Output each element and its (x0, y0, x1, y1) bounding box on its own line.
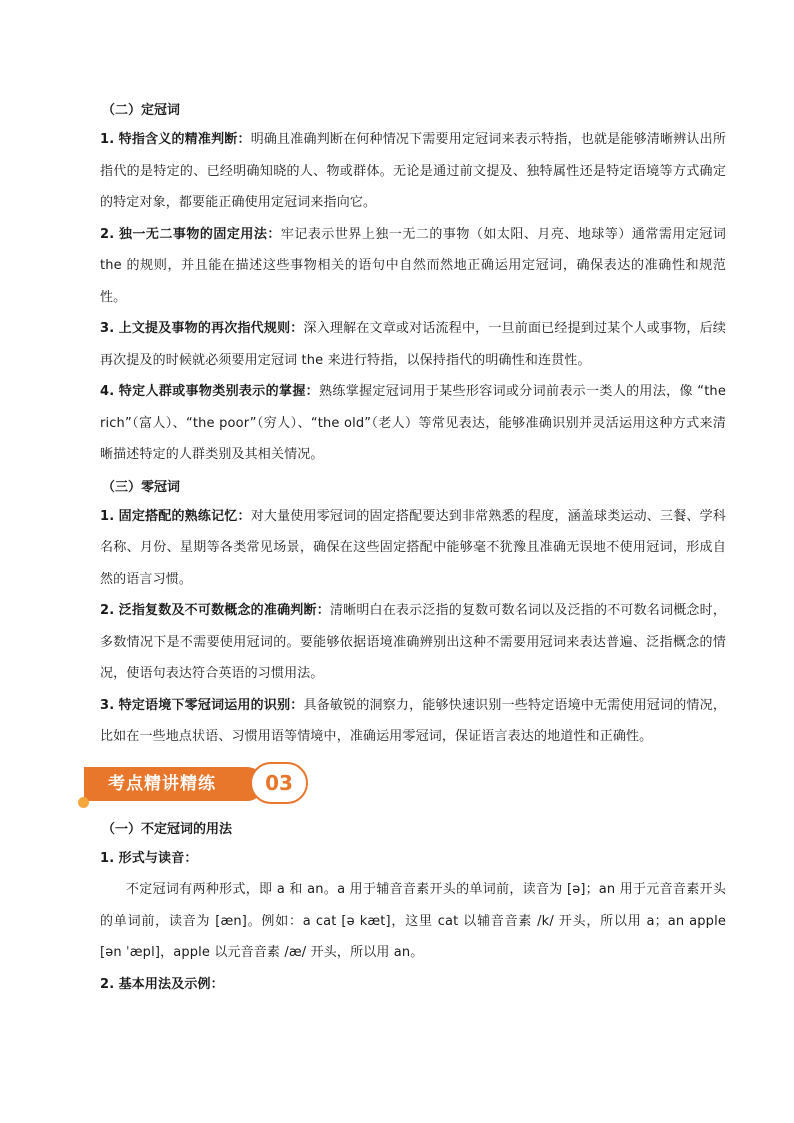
item-text: 熟练掌握定冠词用于某些形容词或分词前表示一类人的用法，像 “the rich”（富人）、“the poor”（穷人）、“the old”（老人）等常见表达，能够准确识别并灵活运用这种方式来清晰描述特定的人群类别及其相关情况。 (100, 384, 726, 462)
item-text: 深入理解在文章或对话流程中，一旦前面已经提到过某个人或事物，后续再次提及的时候就必须要用定冠词 the 来进行特指，以保持指代的明确性和连贯性。 (100, 321, 726, 368)
section-zero-article-title: （三）零冠词 (102, 479, 181, 495)
definite-item-4 (100, 376, 726, 471)
item-number: 3. (100, 697, 115, 713)
item-number: 3. (100, 321, 115, 336)
section-banner (100, 761, 726, 811)
item-lead: 泛指复数及不可数概念的准确判断： (118, 603, 330, 618)
item-number: 4. (100, 384, 115, 399)
definite-item-3 (100, 313, 726, 376)
item-lead: 特指含义的精准判断： (118, 132, 251, 147)
item-lead: 基本用法及示例： (118, 976, 224, 992)
item-text: 具备敏锐的洞察力，能够快速识别一些特定语境中无需使用冠词的情况，比如在一些地点状语、习惯用语等情境中，准确运用零冠词，保证语言表达的地道性和正确性。 (100, 697, 726, 744)
item-lead: 形式与读音： (118, 850, 198, 866)
definite-item-1 (100, 124, 726, 219)
item-number: 2. (100, 603, 115, 618)
item-text: 明确且准确判断在何种情况下需要用定冠词来表示特指，也就是能够清晰辨认出所指代的是特定的、已经明确知晓的人、物或群体。无论是通过前文提及、独特属性还是特定语境等方式确定的特定对象，都要能正确使用定冠词来指向它。 (100, 132, 726, 210)
indefinite-sub-1 (100, 843, 726, 875)
item-number: 1. (100, 508, 115, 524)
indefinite-sub-2 (100, 969, 726, 1001)
item-lead: 独一无二事物的固定用法： (118, 226, 281, 242)
item-lead: 特定语境下零冠词运用的识别： (118, 697, 304, 713)
item-number: 1. (100, 850, 115, 866)
banner-dot-decoration (78, 797, 89, 808)
item-lead: 固定搭配的熟练记忆： (118, 508, 251, 524)
item-number: 2. (100, 976, 115, 992)
zero-item-3 (100, 690, 726, 753)
item-lead: 上文提及事物的再次指代规则： (118, 321, 304, 336)
item-lead: 特定人群或事物类别表示的掌握： (118, 384, 320, 399)
indefinite-body: 不定冠词有两种形式，即 a 和 an。a 用于辅音音素开头的单词前，读音为 [ə]；an 用于元音音素开头的单词前，读音为 [æn]。例如：a cat [ə kæt]，这里 cat 以辅音音素 /k/ 开头，所以用 a；an apple [ən ˈæpl]，apple 以元音音素 /æ/ 开头，所以用 an。 (100, 882, 726, 960)
banner-label: 考点精讲精练 (108, 773, 216, 794)
zero-item-2 (100, 595, 726, 690)
item-text: 清晰明白在表示泛指的复数可数名词以及泛指的不可数名词概念时，多数情况下是不需要使用冠词的。要能够依据语境准确辨别出这种不需要用冠词来表达普遍、泛指概念的情况，使语句表达符合英语的习惯用法。 (100, 603, 726, 681)
item-text: 牢记表示世界上独一无二的事物（如太阳、月亮、地球等）通常需用定冠词 the 的规则，并且能在描述这些事物相关的语句中自然而然地正确运用定冠词，确保表达的准确性和规范性。 (100, 226, 726, 305)
item-text: 对大量使用零冠词的固定搭配要达到非常熟悉的程度，涵盖球类运动、三餐、学科名称、月份、星期等各类常见场景，确保在这些固定搭配中能够毫不犹豫且准确无误地不使用冠词，形成自然的语言习惯。 (100, 508, 726, 587)
definite-item-2 (100, 219, 726, 314)
zero-item-1 (100, 501, 726, 596)
item-number: 1. (100, 132, 115, 147)
banner-number-badge: 03 (250, 762, 308, 804)
section-indefinite-article-title: （一）不定冠词的用法 (102, 821, 233, 837)
item-number: 2. (100, 226, 115, 242)
section-definite-article-title: （二）定冠词 (102, 103, 181, 118)
page-content (100, 98, 726, 1000)
